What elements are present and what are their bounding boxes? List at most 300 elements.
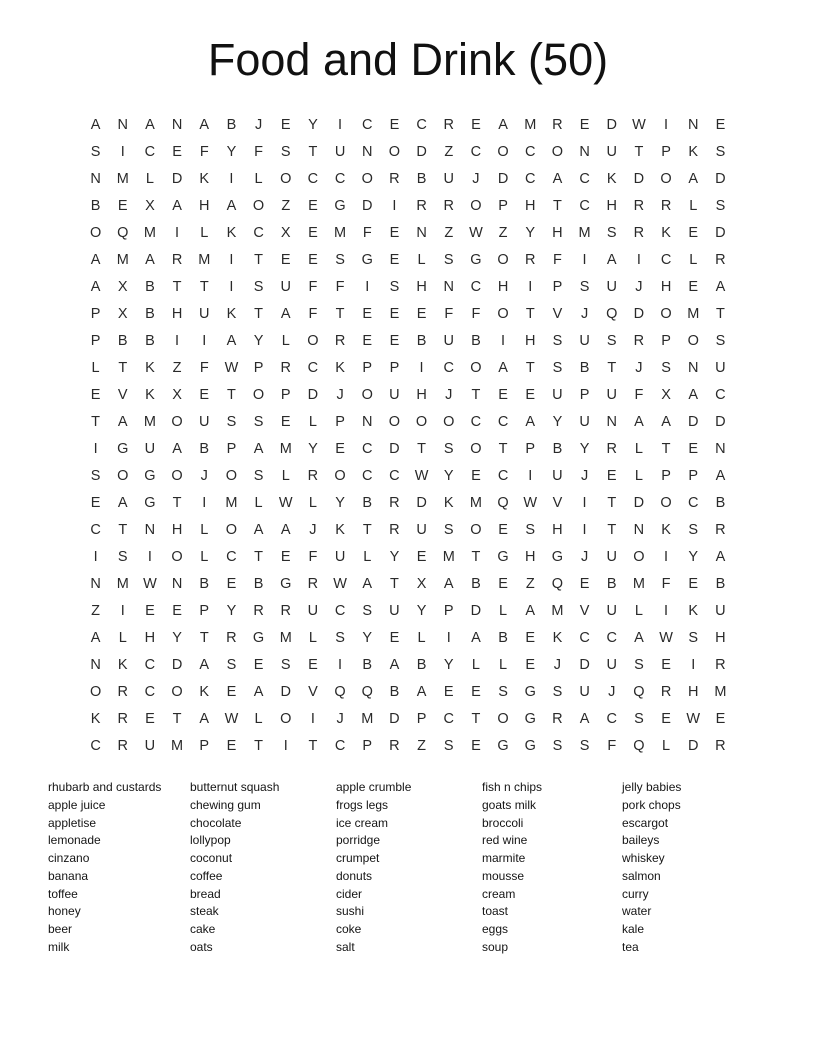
word-item: baileys — [622, 833, 660, 848]
grid-letter: T — [525, 305, 535, 322]
word-item: donuts — [336, 868, 373, 883]
grid-letter: A — [117, 413, 128, 430]
grid-letter: E — [471, 116, 481, 133]
grid-letter: G — [524, 711, 536, 728]
grid-letter: M — [116, 170, 129, 187]
grid-letter: M — [116, 251, 129, 268]
grid-letter: O — [470, 197, 482, 214]
grid-letter: T — [498, 441, 508, 457]
grid-letter: E — [389, 116, 400, 133]
grid-letter: W — [224, 359, 239, 376]
grid-letter: J — [309, 522, 317, 539]
grid-letter: R — [715, 657, 726, 674]
grid-letter: P — [253, 359, 264, 376]
grid-letter: B — [416, 332, 427, 349]
grid-letter: H — [660, 278, 672, 295]
grid-letter: Y — [362, 630, 373, 647]
grid-letter: R — [443, 197, 454, 214]
grid-letter: C — [579, 197, 590, 214]
grid-letter: P — [280, 386, 291, 403]
grid-letter: S — [226, 657, 237, 674]
grid-letter: J — [608, 684, 616, 701]
grid-letter: T — [417, 441, 426, 457]
word-item: broccoli — [482, 815, 524, 830]
grid-letter: X — [661, 386, 671, 403]
grid-letter: E — [145, 711, 155, 728]
grid-letter: E — [715, 116, 726, 133]
grid-letter: I — [528, 468, 533, 485]
grid-letter: Z — [172, 359, 182, 376]
grid-letter: Q — [497, 495, 509, 512]
grid-letter: E — [661, 657, 671, 674]
grid-letter: E — [606, 468, 617, 485]
grid-letter: S — [253, 413, 264, 430]
grid-letter: C — [525, 143, 536, 160]
grid-letter: C — [606, 711, 617, 728]
grid-letter: M — [225, 495, 238, 512]
grid-letter: H — [606, 197, 617, 214]
word-item: steak — [190, 904, 219, 919]
grid-letter: T — [607, 522, 617, 539]
grid-letter: L — [662, 738, 671, 755]
grid-letter: R — [117, 684, 128, 701]
grid-letter: E — [471, 684, 481, 701]
grid-letter: C — [144, 657, 156, 674]
word-item: whiskey — [622, 851, 665, 865]
grid-letter: A — [498, 116, 508, 133]
grid-letter: S — [688, 630, 699, 647]
grid-letter: S — [335, 630, 345, 647]
grid-letter: L — [689, 197, 698, 214]
grid-letter: R — [633, 224, 645, 241]
grid-letter: D — [416, 495, 427, 512]
grid-letter: N — [90, 170, 101, 187]
grid-letter: J — [580, 549, 589, 566]
grid-letter: M — [334, 224, 347, 241]
grid-letter: B — [362, 657, 373, 674]
grid-letter: J — [580, 305, 589, 322]
grid-letter: F — [471, 305, 481, 322]
grid-letter: N — [606, 413, 617, 430]
word-item: pork chops — [622, 797, 681, 812]
grid-letter: L — [363, 549, 372, 566]
grid-letter: O — [687, 332, 699, 349]
grid-letter: F — [661, 576, 671, 593]
grid-letter: B — [471, 576, 481, 593]
grid-letter: U — [579, 684, 590, 701]
word-item: salt — [336, 939, 355, 954]
grid-letter: G — [470, 251, 482, 268]
grid-letter: O — [470, 359, 482, 376]
grid-letter: F — [634, 386, 644, 403]
grid-letter: O — [361, 170, 373, 187]
grid-letter: M — [578, 224, 591, 241]
grid-letter: C — [660, 251, 672, 268]
grid-letter: M — [442, 549, 455, 566]
grid-letter: S — [90, 143, 101, 160]
grid-letter: O — [89, 684, 102, 701]
grid-letter: Z — [417, 738, 426, 755]
grid-letter: E — [688, 576, 699, 593]
grid-letter: L — [308, 495, 317, 512]
grid-letter: R — [633, 197, 645, 214]
grid-letter: S — [606, 224, 617, 241]
grid-letter: Y — [172, 630, 182, 647]
grid-letter: L — [417, 251, 426, 268]
grid-letter: K — [117, 657, 128, 674]
grid-letter: E — [226, 684, 237, 701]
grid-letter: E — [416, 549, 427, 566]
grid-letter: E — [389, 630, 400, 647]
grid-letter: P — [579, 386, 590, 403]
grid-letter: I — [338, 116, 343, 133]
grid-letter: B — [606, 576, 617, 593]
grid-letter: W — [523, 495, 538, 512]
grid-letter: F — [308, 305, 318, 322]
word-item: red wine — [482, 833, 528, 848]
grid-letter: R — [171, 251, 183, 268]
grid-letter: I — [120, 143, 125, 160]
grid-letter: Y — [416, 603, 427, 620]
grid-letter: N — [688, 359, 699, 376]
grid-letter: E — [308, 224, 318, 241]
grid-letter: C — [307, 170, 319, 187]
word-item: honey — [48, 904, 81, 919]
grid-letter: P — [362, 359, 373, 376]
grid-letter: T — [254, 549, 263, 566]
word-item: coconut — [190, 851, 233, 865]
grid-letter: A — [199, 657, 210, 674]
grid-letter: R — [443, 116, 454, 133]
grid-letter: F — [199, 143, 209, 160]
grid-letter: O — [388, 143, 401, 160]
grid-letter: E — [280, 413, 291, 430]
grid-letter: Y — [389, 549, 400, 566]
grid-letter: H — [525, 197, 536, 214]
grid-letter: I — [528, 278, 533, 295]
grid-letter: B — [117, 332, 128, 349]
grid-letter: K — [145, 359, 155, 376]
word-item: apple juice — [48, 797, 106, 812]
grid-letter: L — [634, 603, 643, 620]
grid-letter: L — [200, 549, 209, 566]
grid-letter: W — [632, 116, 646, 133]
grid-letter: G — [144, 468, 156, 485]
grid-letter: S — [117, 549, 128, 566]
grid-letter: B — [90, 197, 101, 214]
grid-letter: A — [253, 522, 264, 539]
grid-letter: K — [552, 630, 563, 647]
grid-letter: I — [501, 332, 506, 349]
grid-letter: U — [606, 143, 617, 160]
grid-letter: W — [469, 224, 483, 241]
grid-letter: P — [688, 468, 699, 485]
grid-letter: T — [254, 305, 263, 322]
grid-letter: I — [582, 522, 587, 539]
grid-letter: C — [715, 386, 726, 403]
grid-letter: H — [525, 332, 536, 349]
grid-letter: I — [691, 657, 696, 674]
grid-letter: N — [362, 413, 373, 430]
grid-letter: T — [118, 522, 128, 539]
grid-letter: D — [171, 657, 183, 674]
grid-letter: Q — [334, 684, 346, 701]
grid-letter: K — [688, 143, 699, 160]
grid-letter: G — [280, 576, 292, 593]
grid-letter: S — [389, 278, 400, 295]
word-item: beer — [48, 922, 73, 936]
grid-letter: I — [175, 224, 180, 241]
grid-letter: A — [172, 441, 182, 457]
grid-letter: E — [579, 576, 590, 593]
grid-letter: E — [117, 197, 128, 214]
grid-letter: R — [715, 738, 726, 755]
grid-letter: S — [552, 359, 563, 376]
grid-letter: S — [253, 278, 264, 295]
grid-letter: N — [144, 522, 156, 539]
grid-letter: L — [118, 630, 127, 647]
grid-letter: D — [280, 684, 291, 701]
word-item: soup — [482, 939, 509, 954]
grid-letter: K — [661, 224, 671, 241]
grid-letter: O — [551, 143, 564, 160]
grid-letter: M — [361, 711, 374, 728]
grid-letter: A — [715, 468, 726, 485]
grid-letter: E — [90, 386, 101, 403]
grid-letter: P — [226, 441, 237, 457]
grid-letter: C — [144, 684, 156, 701]
grid-letter: O — [89, 224, 102, 241]
grid-letter: F — [335, 278, 345, 295]
grid-letter: F — [444, 305, 454, 322]
grid-letter: G — [334, 197, 346, 214]
grid-letter: O — [497, 305, 509, 322]
grid-letter: P — [90, 332, 101, 349]
grid-letter: Y — [335, 495, 345, 512]
grid-letter: W — [686, 711, 701, 728]
grid-letter: L — [200, 522, 209, 539]
grid-letter: N — [362, 143, 373, 160]
grid-letter: U — [715, 359, 726, 376]
grid-letter: R — [715, 251, 726, 268]
grid-letter: O — [633, 549, 645, 566]
grid-letter: E — [498, 522, 508, 539]
grid-letter: E — [308, 197, 318, 214]
grid-letter: S — [90, 468, 101, 485]
grid-letter: L — [281, 332, 290, 349]
grid-letter: U — [606, 386, 617, 403]
grid-letter: J — [445, 386, 453, 403]
page-title: Food and Drink (50) — [207, 34, 609, 85]
grid-letter: A — [606, 251, 617, 268]
grid-letter: U — [199, 305, 210, 322]
word-item: sushi — [336, 904, 365, 919]
grid-letter: T — [226, 386, 236, 403]
grid-letter: P — [199, 603, 210, 620]
grid-letter: D — [688, 738, 699, 755]
grid-letter: K — [335, 522, 345, 539]
grid-letter: E — [661, 711, 671, 728]
grid-letter: D — [688, 413, 699, 430]
grid-letter: S — [552, 684, 563, 701]
grid-letter: H — [497, 278, 509, 295]
grid-letter: T — [525, 359, 535, 376]
word-item: apple crumble — [336, 780, 412, 794]
grid-letter: E — [389, 305, 400, 322]
grid-letter: I — [93, 549, 98, 566]
grid-letter: O — [470, 441, 482, 457]
grid-letter: C — [497, 468, 509, 485]
grid-letter: R — [226, 630, 237, 647]
grid-letter: E — [253, 657, 264, 674]
grid-letter: S — [634, 711, 644, 728]
grid-letter: A — [498, 359, 508, 376]
grid-letter: S — [715, 332, 726, 349]
grid-letter: C — [362, 441, 373, 457]
grid-letter: S — [362, 603, 373, 620]
grid-letter: C — [443, 359, 454, 376]
grid-letter: B — [416, 170, 427, 187]
grid-letter: J — [254, 116, 263, 133]
grid-letter: R — [633, 332, 645, 349]
grid-letter: S — [715, 143, 726, 160]
grid-letter: R — [715, 522, 726, 539]
grid-letter: X — [172, 386, 182, 403]
grid-letter: S — [688, 522, 699, 539]
grid-letter: A — [90, 251, 101, 268]
grid-letter: D — [470, 603, 482, 620]
grid-letter: R — [660, 684, 672, 701]
grid-letter: T — [172, 711, 182, 728]
grid-letter: T — [634, 143, 644, 160]
grid-letter: V — [117, 386, 128, 403]
grid-letter: U — [715, 603, 726, 620]
grid-letter: O — [497, 251, 509, 268]
grid-letter: K — [335, 359, 345, 376]
grid-letter: E — [525, 657, 536, 674]
grid-letter: A — [634, 413, 644, 430]
grid-letter: E — [362, 305, 373, 322]
grid-letter: A — [145, 251, 155, 268]
grid-letter: B — [145, 305, 155, 322]
grid-letter: Q — [551, 576, 564, 593]
grid-letter: E — [688, 224, 699, 241]
word-column — [482, 779, 622, 957]
grid-letter: I — [338, 657, 343, 674]
grid-letter: L — [499, 603, 508, 620]
grid-letter: A — [145, 116, 155, 133]
grid-letter: P — [661, 332, 671, 349]
word-item: coffee — [190, 868, 223, 883]
grid-letter: B — [253, 576, 264, 593]
grid-letter: E — [389, 224, 400, 241]
grid-letter: S — [606, 332, 617, 349]
grid-letter: L — [689, 251, 698, 268]
grid-letter: F — [362, 224, 372, 241]
grid-letter: E — [226, 738, 237, 755]
grid-letter: O — [171, 468, 183, 485]
grid-letter: U — [579, 332, 590, 349]
grid-letter: G — [117, 441, 129, 457]
grid-letter: E — [280, 549, 291, 566]
word-item: butternut squash — [190, 780, 280, 794]
grid-letter: X — [117, 305, 128, 322]
grid-letter: D — [633, 495, 645, 512]
grid-letter: O — [415, 413, 428, 430]
grid-letter: A — [661, 413, 671, 430]
grid-letter: C — [253, 224, 264, 241]
grid-letter: A — [443, 576, 454, 593]
grid-letter: E — [498, 386, 508, 403]
grid-letter: E — [389, 332, 400, 349]
grid-letter: U — [552, 386, 563, 403]
grid-letter: S — [634, 657, 644, 674]
grid-letter: L — [145, 170, 154, 187]
word-column — [336, 779, 482, 957]
grid-letter: S — [715, 197, 726, 214]
word-item: goats milk — [482, 797, 537, 812]
word-item: lollypop — [190, 833, 231, 848]
word-item: escargot — [622, 815, 669, 830]
grid-letter: I — [202, 495, 207, 512]
grid-letter: T — [254, 738, 263, 755]
grid-letter: I — [93, 441, 98, 457]
grid-letter: W — [143, 576, 157, 593]
grid-letter: E — [688, 278, 699, 295]
grid-letter: H — [552, 522, 563, 539]
grid-letter: P — [661, 143, 671, 160]
grid-letter: U — [144, 738, 156, 755]
word-item: mousse — [482, 868, 525, 883]
grid-letter: L — [308, 630, 317, 647]
grid-letter: B — [579, 359, 590, 376]
grid-letter: O — [225, 522, 238, 539]
grid-letter: M — [143, 224, 156, 241]
grid-letter: S — [498, 684, 508, 701]
grid-letter: Q — [633, 684, 645, 701]
grid-letter: O — [470, 522, 482, 539]
grid-letter: M — [469, 495, 482, 512]
grid-letter: Z — [498, 224, 508, 241]
grid-letter: U — [334, 549, 346, 566]
grid-letter: A — [416, 684, 427, 701]
grid-letter: M — [198, 251, 211, 268]
grid-letter: O — [252, 386, 265, 403]
grid-letter: A — [226, 332, 237, 349]
grid-letter: P — [661, 468, 671, 485]
grid-letter: R — [552, 116, 563, 133]
grid-letter: N — [416, 224, 427, 241]
grid-letter: D — [579, 657, 590, 674]
grid-letter: E — [308, 657, 318, 674]
grid-letter: A — [199, 711, 210, 728]
grid-letter: A — [552, 170, 563, 187]
grid-letter: L — [634, 441, 643, 457]
grid-letter: T — [172, 278, 182, 295]
grid-letter: Y — [226, 143, 237, 160]
grid-letter: C — [90, 738, 101, 755]
grid-letter: U — [144, 441, 156, 457]
grid-letter: F — [308, 549, 318, 566]
grid-letter: E — [199, 386, 210, 403]
grid-letter: D — [715, 413, 726, 430]
grid-letter: N — [633, 522, 645, 539]
grid-letter: U — [606, 603, 617, 620]
grid-letter: J — [635, 359, 643, 376]
grid-letter: L — [200, 224, 209, 241]
grid-letter: R — [307, 576, 319, 593]
grid-letter: H — [416, 278, 427, 295]
